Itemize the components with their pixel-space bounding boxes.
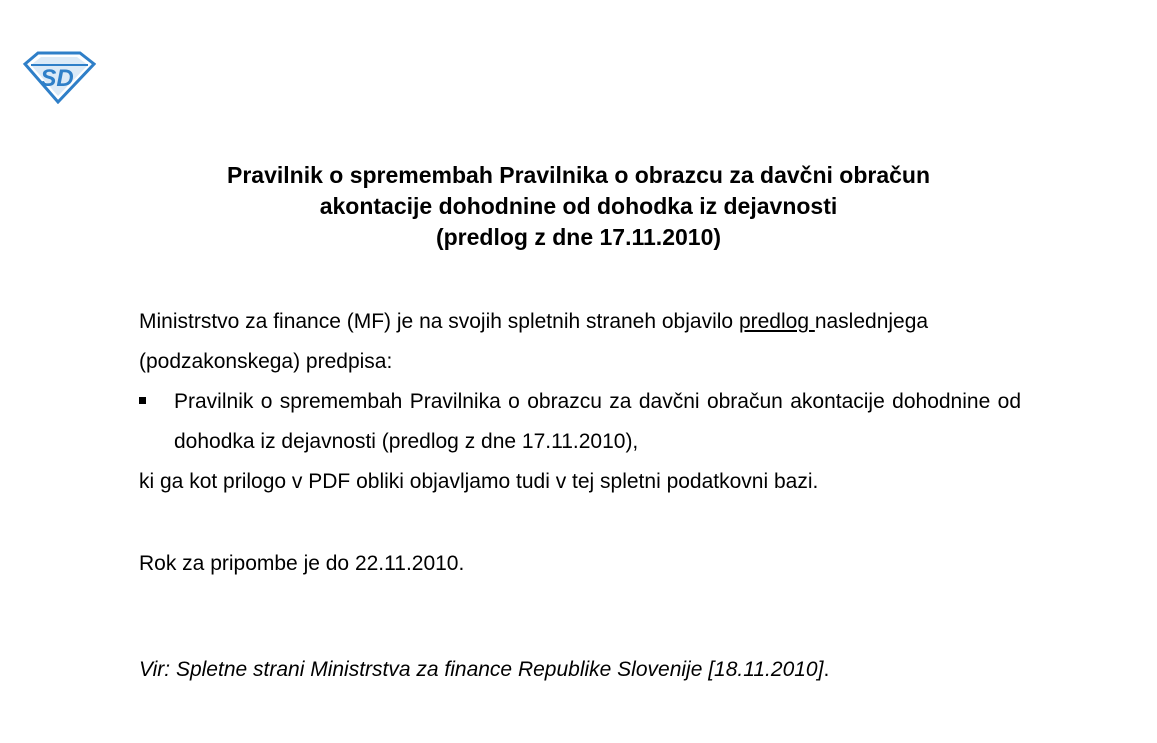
source-citation [139, 650, 1021, 690]
intro-paragraph [139, 302, 1021, 382]
square-bullet-icon [139, 397, 146, 404]
closing-line: ki ga kot prilogo v PDF obliki objavljamo tudi v tej spletni podatkovni bazi. [139, 470, 819, 493]
document-title [100, 160, 1057, 253]
title-line-1: Pravilnik o spremembah Pravilnika o obrazcu za davčni obračun [226, 162, 931, 188]
predlog-link[interactable]: predlog [738, 310, 815, 333]
comment-deadline: Rok za pripombe je do 22.11.2010. [139, 552, 465, 575]
sd-shield-icon [22, 50, 96, 104]
bullet-list-item [139, 382, 1021, 462]
bullet-item-text: Pravilnik o spremembah Pravilnika o obrazcu za davčni obračun akontacije dohodnine od dohodka iz dejavnosti (predlog z dne 17.11.2010), [174, 390, 1021, 453]
title-line-2: akontacije dohodnine od dohodka iz dejavnosti [319, 193, 838, 219]
svg-text:SD: SD [40, 65, 74, 92]
intro-text-before-link: Ministrstvo za finance (MF) je na svojih spletnih straneh objavilo [139, 310, 739, 333]
sd-logo [22, 50, 96, 104]
title-line-3: (predlog z dne 17.11.2010) [435, 224, 722, 250]
source-text: Vir: Spletne strani Ministrstva za finance Republike Slovenije [18.11.2010] [139, 658, 824, 681]
intro-text-after-link: naslednjega (podzakonskega) predpisa: [139, 310, 929, 373]
source-trailing-period: . [823, 658, 830, 681]
